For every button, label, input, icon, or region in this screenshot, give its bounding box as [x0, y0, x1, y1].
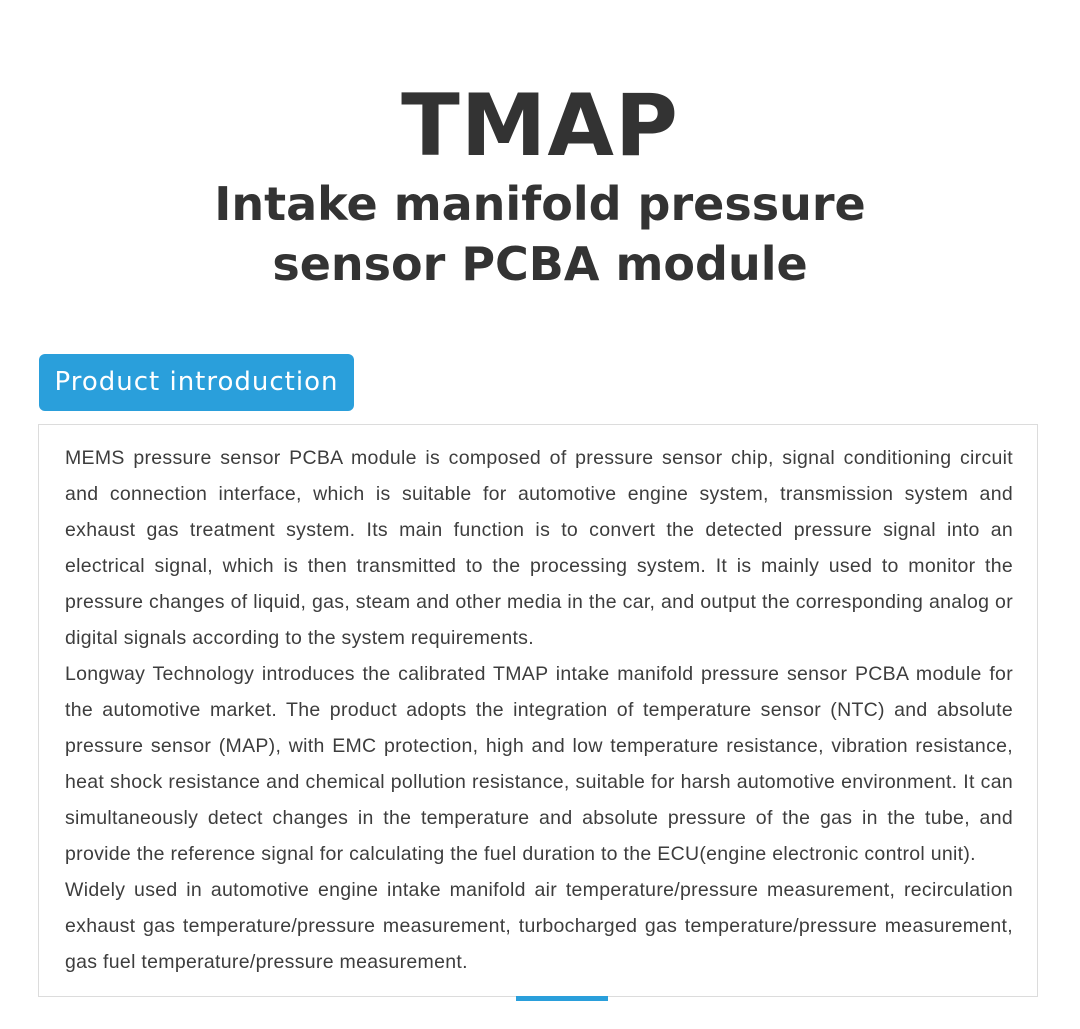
page-subtitle: Intake manifold pressure sensor PCBA module: [214, 177, 866, 291]
title-block: [0, 78, 1080, 294]
intro-paragraph: Longway Technology introduces the calibrated TMAP intake manifold pressure sensor PCBA module for the automotive market. The product adopts the integration of temperature sensor (NTC) and absolute pressure sensor (MAP), with EMC protection, high and low temperature resistance, vibration resistance, heat shock resistance and chemical pollution resistance, suitable for harsh automotive environment. It can simultaneously detect changes in the temperature and absolute pressure of the gas in the tube, and provide the reference signal for calculating the fuel duration to the ECU(engine electronic control unit).: [65, 663, 1013, 865]
page-title: TMAP: [401, 76, 679, 176]
accent-underline: [516, 996, 608, 1001]
section-badge-product-introduction: Product introduction: [39, 354, 354, 411]
product-introduction-content: [38, 424, 1038, 997]
intro-paragraph: Widely used in automotive engine intake manifold air temperature/pressure measurement, recirculation exhaust gas temperature/pressure measurement, turbocharged gas temperature/pressure measurement, gas fuel temperature/pressure measurement.: [65, 879, 1013, 973]
intro-paragraph: MEMS pressure sensor PCBA module is composed of pressure sensor chip, signal conditioning circuit and connection interface, which is suitable for automotive engine system, transmission system and exhaust gas treatment system. Its main function is to convert the detected pressure signal into an electrical signal, which is then transmitted to the processing system. It is mainly used to monitor the pressure changes of liquid, gas, steam and other media in the car, and output the corresponding analog or digital signals according to the system requirements.: [65, 447, 1013, 649]
